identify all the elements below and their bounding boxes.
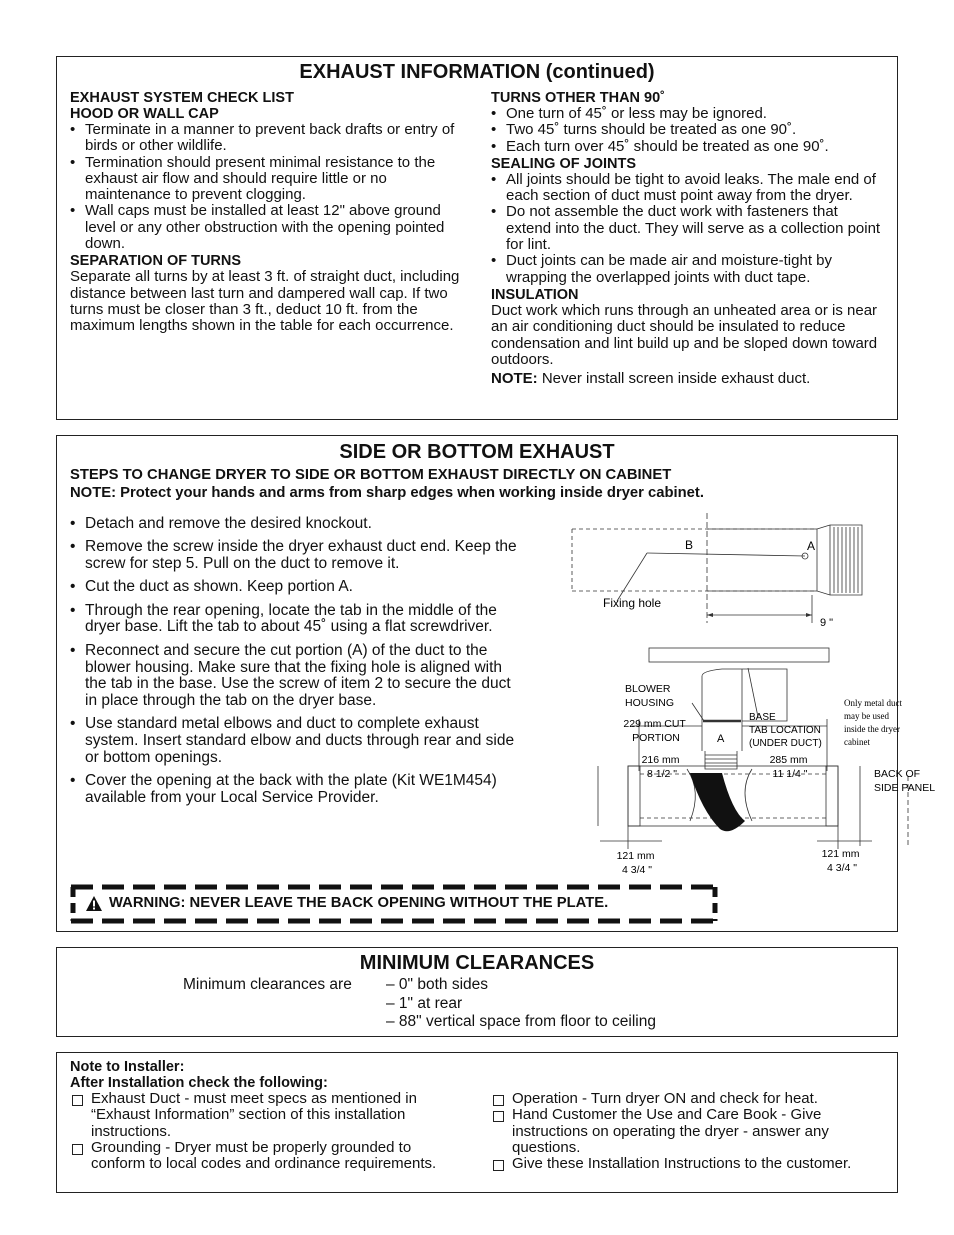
list-item: • Duct joints can be made air and moisture-tight by wrapping the overlapped joints with duct tape. — [491, 253, 881, 286]
checkbox-icon — [493, 1160, 504, 1171]
checkbox-icon — [493, 1111, 504, 1122]
cut-portion-label — [623, 718, 688, 744]
checklist-item — [491, 1107, 886, 1156]
exhaust-note — [491, 371, 881, 387]
note-label: NOTE: — [491, 370, 538, 388]
base-line-3: (UNDER DUCT) — [749, 738, 822, 749]
metal-duct-note — [844, 698, 904, 747]
clearances-list — [386, 976, 656, 1032]
metal-line-3: inside the dryer — [844, 724, 900, 734]
list-item: • Cut the duct as shown. Keep portion A. — [70, 579, 520, 596]
fixing-hole-label: Fixing hole — [602, 596, 662, 610]
label-a-lower: A — [717, 733, 725, 745]
hood-list — [70, 122, 465, 252]
base-tab-label — [749, 712, 824, 749]
nine-inch-label: 9 " — [820, 617, 834, 629]
dim-285-mm: 285 mm — [769, 754, 808, 766]
dim-121-right — [822, 848, 863, 874]
metal-line-2: may be used — [844, 711, 889, 721]
list-item: • Remove the screw inside the dryer exhaust duct end. Keep the screw for step 5. Pull on the duct to remove it. — [70, 539, 520, 573]
list-item: • Each turn over 45˚ should be treated as one 90˚. — [491, 139, 881, 155]
base-line-2: TAB LOCATION — [749, 725, 821, 736]
list-item: • Terminate in a manner to prevent back drafts or entry of birds or other wildlife. — [70, 122, 465, 155]
metal-line-4: cabinet — [844, 737, 870, 747]
sealing-list — [491, 172, 881, 286]
list-item: – 88" vertical space from floor to ceiling — [386, 1013, 656, 1031]
list-item: • Detach and remove the desired knockout. — [70, 516, 520, 533]
installer-heading: Note to Installer: — [70, 1059, 185, 1075]
clearances-lead: Minimum clearances are — [183, 976, 352, 993]
exhaust-info-panel — [56, 56, 898, 420]
clearances-panel — [56, 947, 898, 1037]
turns-list — [491, 106, 881, 155]
list-item: • Reconnect and secure the cut portion (A) of the duct to the blower housing. Make sure that the fixing hole is aligned with the tab in the base. Use the screw of item 2 to secure the duct in place through the tab on the dryer base. — [70, 643, 520, 710]
dim-121-left — [617, 850, 658, 876]
warning-triangle-icon — [85, 895, 103, 912]
checklist-text: Hand Customer the Use and Care Book - Give instructions on operating the dryer - answer any questions. — [512, 1106, 829, 1156]
back-side-panel-label — [874, 768, 935, 794]
steps-list — [70, 516, 520, 813]
checklist-item — [491, 1091, 886, 1107]
checklist-item — [491, 1156, 886, 1172]
blower-line-2: HOUSING — [625, 697, 675, 709]
list-item: • Cover the opening at the back with the plate (Kit WE1M454) available from your Local Service Provider. — [70, 773, 520, 807]
list-item: • Do not assemble the duct work with fasteners that extend into the duct. They will serve as a collection point for lint. — [491, 204, 881, 253]
back-line-1: BACK OF — [874, 768, 921, 780]
dim-285-in: 11 1/4 " — [772, 768, 808, 780]
hood-heading: HOOD OR WALL CAP — [70, 106, 219, 122]
dim-216-mm: 216 mm — [641, 754, 680, 766]
checklist-text: Grounding - Dryer must be properly grounded to conform to local codes and ordinance requirements. — [91, 1138, 437, 1173]
list-item: – 0" both sides — [386, 976, 489, 993]
installer-right-list — [491, 1091, 886, 1172]
steps-heading: STEPS TO CHANGE DRYER TO SIDE OR BOTTOM EXHAUST DIRECTLY ON CABINET — [70, 467, 672, 483]
left-121-mm: 121 mm — [616, 850, 655, 862]
checkbox-icon — [493, 1095, 504, 1106]
right-121-in: 4 3/4 " — [827, 862, 857, 874]
warning-text: WARNING: NEVER LEAVE THE BACK OPENING WITHOUT THE PLATE. — [109, 895, 609, 911]
duct-diagram — [562, 511, 936, 876]
list-item: • One turn of 45˚ or less may be ignored. — [491, 106, 881, 122]
list-item: • All joints should be tight to avoid leaks. The male end of each section of duct must point away from the dryer. — [491, 172, 881, 205]
installer-left-list — [70, 1091, 465, 1172]
sealing-heading: SEALING OF JOINTS — [491, 155, 637, 172]
blower-line-1: BLOWER — [625, 683, 671, 695]
checkbox-icon — [72, 1095, 83, 1106]
warning-banner — [71, 884, 717, 924]
separation-heading: SEPARATION OF TURNS — [70, 253, 242, 270]
label-b: B — [685, 538, 694, 552]
installer-panel — [56, 1052, 898, 1193]
turns-heading: TURNS OTHER THAN 90˚ — [491, 90, 666, 106]
list-item: • Use standard metal elbows and duct to complete exhaust system. Insert standard elbow and ducts through rear and side or bottom openings. — [70, 716, 520, 766]
clearances-title: MINIMUM CLEARANCES — [359, 952, 595, 974]
checklist-text: Operation - Turn dryer ON and check for heat. — [512, 1090, 818, 1107]
side-exhaust-title: SIDE OR BOTTOM EXHAUST — [339, 441, 615, 463]
dim-216-in: 8 1/2 " — [647, 768, 677, 780]
checklist-item — [70, 1140, 465, 1173]
cut-line-2: PORTION — [632, 732, 680, 744]
checklist-text: Give these Installation Instructions to the customer. — [512, 1155, 852, 1173]
dim-285-label — [770, 754, 811, 780]
installer-subheading: After Installation check the following: — [70, 1075, 328, 1091]
list-item: – 1" at rear — [386, 994, 463, 1012]
steps-note: NOTE: Protect your hands and arms from sharp edges when working inside dryer cabinet. — [70, 485, 704, 501]
checkbox-icon — [72, 1144, 83, 1155]
exhaust-info-title: EXHAUST INFORMATION (continued) — [299, 61, 655, 83]
list-item: • Two 45˚ turns should be treated as one 90˚. — [491, 122, 881, 138]
checklist-text: Exhaust Duct - must meet specs as mentioned in “Exhaust Information” section of this installation instructions. — [91, 1090, 417, 1140]
insulation-text: Duct work which runs through an unheated area or is near an air conditioning duct should be insulated to reduce condensation and lint build up and be sloped down toward outdoors. — [491, 301, 878, 368]
cut-line-1: 229 mm CUT — [623, 718, 686, 730]
metal-line-1: Only metal duct — [844, 698, 902, 708]
left-121-in: 4 3/4 " — [622, 864, 652, 876]
side-exhaust-panel — [56, 435, 936, 932]
exhaust-left-column — [70, 90, 465, 335]
right-121-mm: 121 mm — [821, 848, 860, 860]
separation-text: Separate all turns by at least 3 ft. of straight duct, including distance between last turn and dampered wall cap. If two turns must be closer than 3 ft., deduct 10 ft. from the maximum lengths shown in the table for each occurrence. — [70, 268, 460, 335]
list-item: • Wall caps must be installed at least 12" above ground level or any other obstruction with the opening pointed down. — [70, 203, 465, 252]
label-a: A — [807, 539, 816, 553]
base-line-1: BASE — [749, 712, 776, 723]
checklist-item — [70, 1091, 465, 1140]
list-item: • Through the rear opening, locate the tab in the middle of the dryer base. Lift the tab to about 45˚ using a flat screwdriver. — [70, 603, 520, 637]
insulation-heading: INSULATION — [491, 286, 579, 303]
exhaust-right-column — [491, 90, 881, 387]
back-line-2: SIDE PANEL — [874, 782, 936, 794]
blower-housing-label — [625, 683, 674, 709]
note-text: Never install screen inside exhaust duct. — [537, 370, 811, 388]
list-item: • Termination should present minimal resistance to the exhaust air flow and should require little or no maintenance to prevent clogging. — [70, 155, 465, 204]
dim-216-label — [642, 754, 683, 780]
checklist-heading: EXHAUST SYSTEM CHECK LIST — [70, 90, 294, 106]
